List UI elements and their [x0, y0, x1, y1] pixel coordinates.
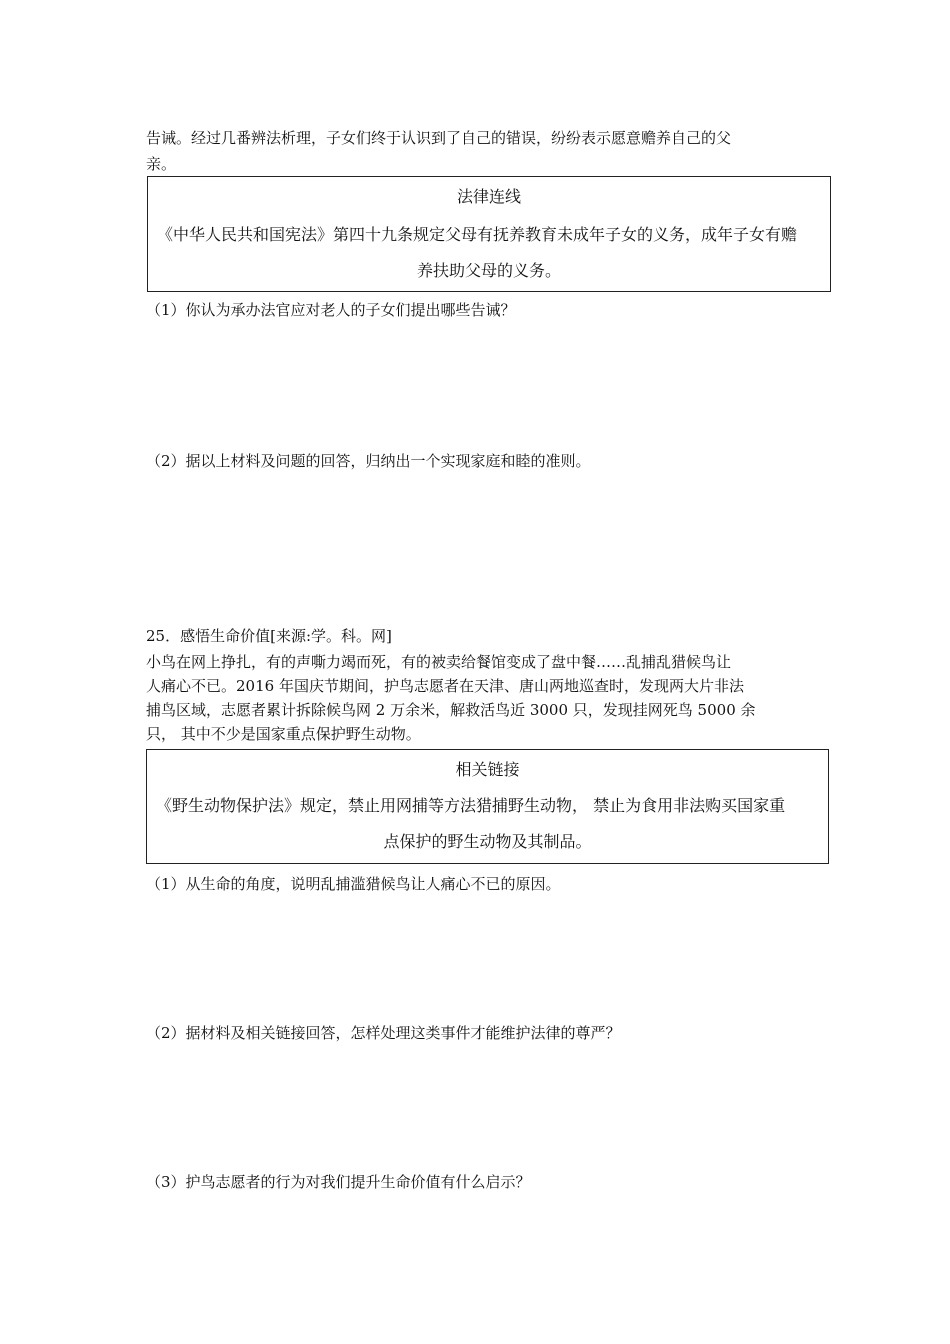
sub-question-1: （1）从生命的角度，说明乱捕滥猎候鸟让人痛心不已的原因。 [146, 875, 561, 893]
sub-question-1: （1）你认为承办法官应对老人的子女们提出哪些告诫？ [146, 301, 516, 319]
sub-question-2: （2）据材料及相关链接回答，怎样处理这类事件才能维护法律的尊严？ [146, 1024, 621, 1042]
legal-link-text-line: 养扶助父母的义务。 [416, 261, 561, 280]
legal-link-title: 法律连线 [456, 187, 521, 206]
legal-link-text-line: 《中华人民共和国宪法》第四十九条规定父母有抚养教育未成年子女的义务，成年子女有赡 [157, 225, 798, 244]
material-text-line: 告诫。经过几番辨法析理，子女们终于认识到了自己的错误，纷纷表示愿意赡养自己的父 [146, 129, 732, 147]
legal-link-box [147, 176, 831, 292]
related-link-box [146, 749, 829, 864]
sub-question-2: （2）据以上材料及问题的回答，归纳出一个实现家庭和睦的准则。 [146, 452, 591, 470]
related-link-text-line: 《野生动物保护法》规定，禁止用网捕等方法猎捕野生动物， 禁止为食用非法购买国家重 [156, 796, 786, 815]
related-link-title: 相关链接 [455, 760, 520, 779]
material-text-line: 捕鸟区域，志愿者累计拆除候鸟网 2 万余米，解救活鸟近 3000 只，发现挂网死鸟 5000 余 [146, 701, 756, 719]
material-text-line: 人痛心不已。2016 年国庆节期间，护鸟志愿者在天津、唐山两地巡查时，发现两大片非法 [146, 677, 744, 695]
question-heading: 25．感悟生命价值[来源:学。科。网] [146, 627, 392, 645]
material-text-line: 只， 其中不少是国家重点保护野生动物。 [146, 725, 421, 743]
sub-question-3: （3）护鸟志愿者的行为对我们提升生命价值有什么启示？ [146, 1173, 531, 1191]
material-text-line: 亲。 [146, 155, 177, 173]
material-text-line: 小鸟在网上挣扎，有的声嘶力竭而死，有的被卖给餐馆变成了盘中餐……乱捕乱猎候鸟让 [146, 653, 732, 671]
related-link-text-line: 点保护的野生动物及其制品。 [383, 832, 592, 851]
